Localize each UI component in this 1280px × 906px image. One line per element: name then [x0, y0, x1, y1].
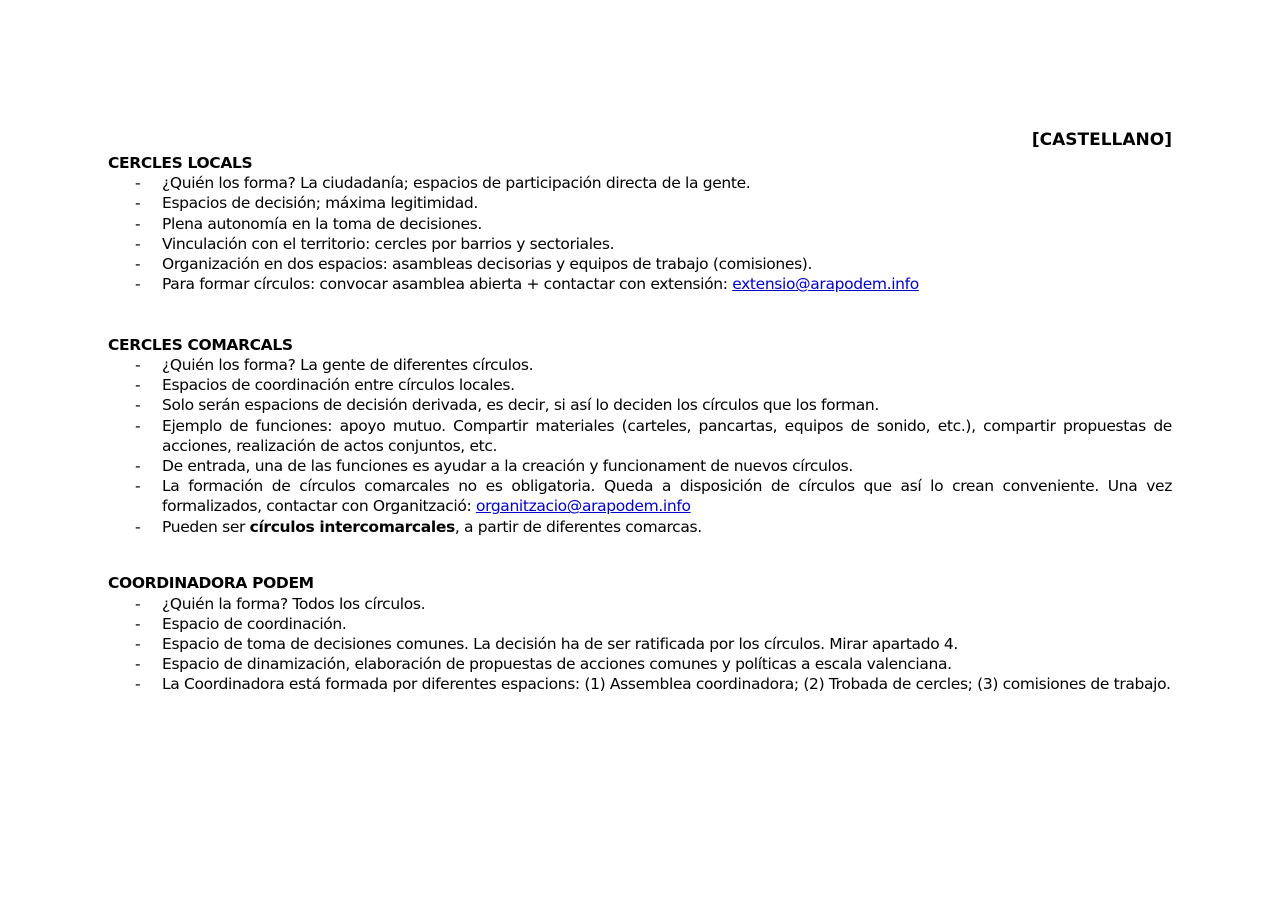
bullet-dash: - [135, 477, 141, 496]
list-item [108, 254, 1172, 274]
list-item [108, 234, 1172, 254]
bullet-list [108, 173, 1172, 294]
list-item-text: , a partir de diferentes comarcas. [454, 517, 702, 536]
list-item-text: La formación de círculos comarcales no es obligatoria. Queda a disposición de círculos que así lo crean conveniente. Una vez formalizados, contactar con Organització: [162, 477, 1172, 516]
list-item-text: De entrada, una de las funciones es ayudar a la creación y funcionament de nuevos círculos. [162, 457, 853, 476]
list-item [108, 456, 1172, 476]
section-coordinadora-podem [108, 573, 1172, 694]
bullet-list [108, 594, 1172, 695]
list-item-text: La Coordinadora está formada por diferentes espacions: (1) Assemblea coordinadora; (2) Trobada de cercles; (3) comisiones de trabajo. [162, 675, 1171, 694]
bullet-dash: - [135, 255, 141, 274]
list-item-text: Para formar círculos: convocar asamblea abierta + contactar con extensión: [162, 275, 733, 294]
bullet-dash: - [135, 675, 141, 694]
spacer [108, 537, 1172, 574]
bullet-dash: - [135, 174, 141, 193]
list-item-text: ¿Quién los forma? La gente de diferentes círculos. [162, 356, 534, 375]
bullet-dash: - [135, 234, 141, 253]
list-item-text: Espacios de coordinación entre círculos locales. [162, 376, 515, 395]
section-title: CERCLES LOCALS [108, 154, 253, 172]
list-item-text: Vinculación con el territorio: cercles por barrios y sectoriales. [162, 234, 615, 253]
list-item-text: ¿Quién la forma? Todos los círculos. [162, 594, 426, 613]
list-item [108, 395, 1172, 415]
bullet-dash: - [135, 214, 141, 233]
bullet-dash: - [135, 194, 141, 213]
section-title: COORDINADORA PODEM [108, 574, 314, 593]
list-item [108, 375, 1172, 395]
bullet-dash: - [135, 416, 141, 435]
bullet-dash: - [135, 396, 141, 415]
list-item [108, 476, 1172, 516]
list-item [108, 654, 1172, 674]
list-item-text: ¿Quién los forma? La ciudadanía; espacios de participación directa de la gente. [162, 174, 751, 193]
list-item [108, 634, 1172, 654]
list-item [108, 614, 1172, 634]
list-item-text: Ejemplo de funciones: apoyo mutuo. Compartir materiales (carteles, pancartas, equipos de sonido, etc.), compartir propuestas de acciones, realización de actos conjuntos, etc. [162, 416, 1172, 455]
document-page [108, 128, 1172, 695]
bullet-dash: - [135, 655, 141, 674]
bullet-dash: - [135, 594, 141, 613]
list-item [108, 594, 1172, 614]
section-title: CERCLES COMARCALS [108, 335, 293, 354]
list-item [108, 214, 1172, 234]
list-item [108, 416, 1172, 456]
bullet-dash: - [135, 614, 141, 633]
list-item-text: Plena autonomía en la toma de decisiones. [162, 214, 482, 233]
list-item [108, 517, 1172, 537]
list-item [108, 355, 1172, 375]
list-item-text: Espacios de decisión; máxima legitimidad. [162, 194, 478, 213]
spacer [108, 294, 1172, 334]
list-item-text: Espacio de coordinación. [162, 614, 347, 633]
list-item-text: Pueden ser [162, 517, 250, 536]
extension-email-link[interactable]: extensio@arapodem.info [732, 275, 919, 294]
bullet-dash: - [135, 517, 141, 536]
list-item-text: Organización en dos espacios: asambleas decisorias y equipos de trabajo (comisiones). [162, 255, 813, 274]
organitzacio-email-link[interactable]: organitzacio@arapodem.info [475, 497, 691, 516]
list-item-bold-text: círculos intercomarcales [249, 517, 455, 536]
list-item-text: Espacio de dinamización, elaboración de propuestas de acciones comunes y políticas a escala valenciana. [162, 655, 952, 674]
language-tag: [CASTELLANO] [1031, 130, 1172, 150]
bullet-dash: - [135, 275, 141, 294]
list-item [108, 674, 1172, 694]
list-item-text: Solo serán espacions de decisión derivada, es decir, si así lo deciden los círculos que los forman. [162, 396, 879, 415]
list-item [108, 193, 1172, 213]
bullet-dash: - [135, 376, 141, 395]
list-item [108, 274, 1172, 294]
section-cercles-comarcals [108, 335, 1172, 537]
list-item [108, 173, 1172, 193]
bullet-dash: - [135, 634, 141, 653]
list-item-text: Espacio de toma de decisiones comunes. La decisión ha de ser ratificada por los círculos. Mirar apartado 4. [162, 634, 958, 653]
bullet-dash: - [135, 356, 141, 375]
section-cercles-locals [108, 153, 1172, 294]
bullet-dash: - [135, 457, 141, 476]
bullet-list [108, 355, 1172, 537]
